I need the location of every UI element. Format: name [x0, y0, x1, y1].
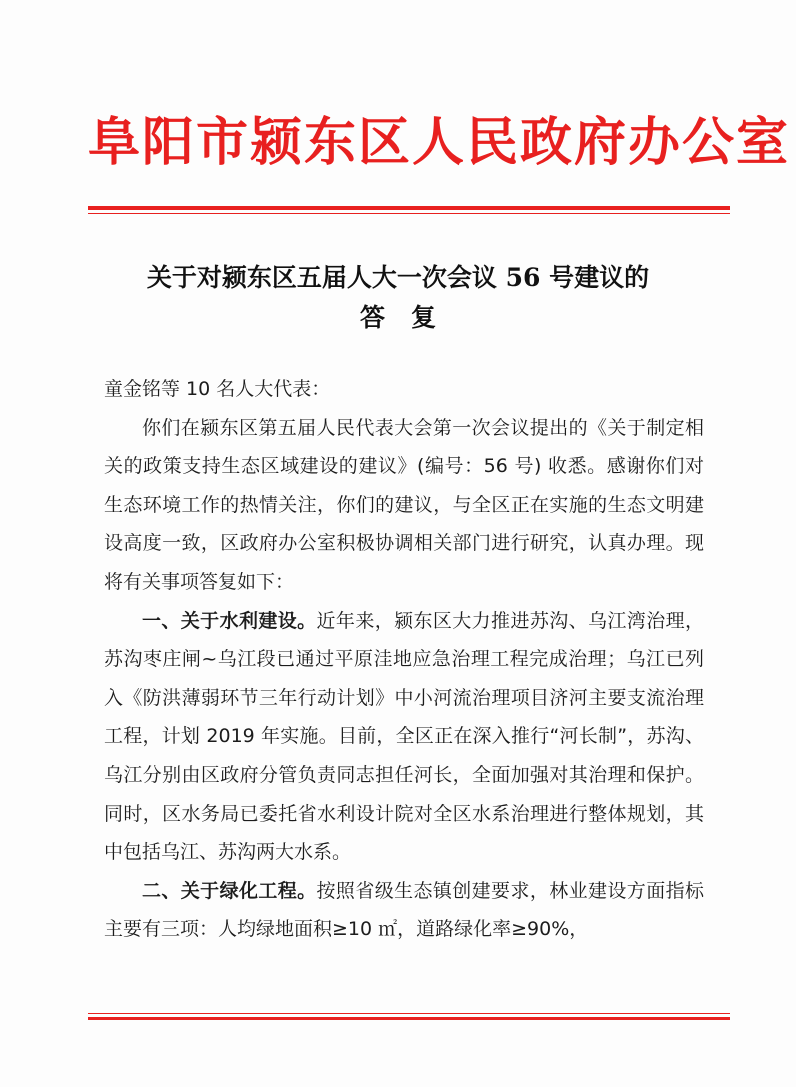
masthead-rule-thick [88, 206, 730, 210]
paragraph-greening [104, 872, 704, 949]
document-body [104, 370, 704, 949]
paragraph-greening-heading: 二、关于绿化工程。 [142, 879, 317, 902]
document-title-line-2: 答复 [359, 303, 462, 332]
footer-rule-thin [88, 1013, 730, 1014]
salutation: 童金铭等 10 名人大代表： [104, 378, 331, 400]
paragraph-water-conservancy [104, 602, 704, 872]
paragraph-intro [104, 409, 704, 602]
paragraph-greening-text: 按照省级生态镇创建要求，林业建设方面指标主要有三项：人均绿地面积≥10 ㎡，道路绿化率≥90%， [104, 879, 704, 941]
paragraph-water-conservancy-text: 近年来，颍东区大力推进苏沟、乌江湾治理，苏沟枣庄闸~乌江段已通过平原洼地应急治理工程完成治理；乌江已列入《防洪薄弱环节三年行动计划》中小河流治理项目济河主要支流治理工程，计划 2019 年实施。目前，全区正在深入推行“河长制”，苏沟、乌江分别由区政府分管负责同志担任河长，全面加强对其治理和保护。同时，区水务局已委托省水利设计院对全区水系治理进行整体规划，其中包括乌江、苏沟两大水系。 [104, 609, 704, 864]
paragraph-intro-text: 你们在颍东区第五届人民代表大会第一次会议提出的《关于制定相关的政策支持生态区域建设的建议》(编号：56 号) 收悉。感谢你们对生态环境工作的热情关注，你们的建议，与全区正在实施的生态文明建设高度一致，区政府办公室积极协调相关部门进行研究，认真办理。现将有关事项答复如下： [104, 416, 704, 593]
masthead-title: 阜阳市颍东区人民政府办公室 [88, 112, 791, 173]
paragraph-water-conservancy-heading: 一、关于水利建设。 [142, 609, 317, 632]
document-title-line-1: 关于对颍东区五届人大一次会议 56 号建议的 [146, 263, 650, 292]
footer-rule-thick [88, 1017, 730, 1020]
masthead-rule-thin [88, 213, 730, 214]
